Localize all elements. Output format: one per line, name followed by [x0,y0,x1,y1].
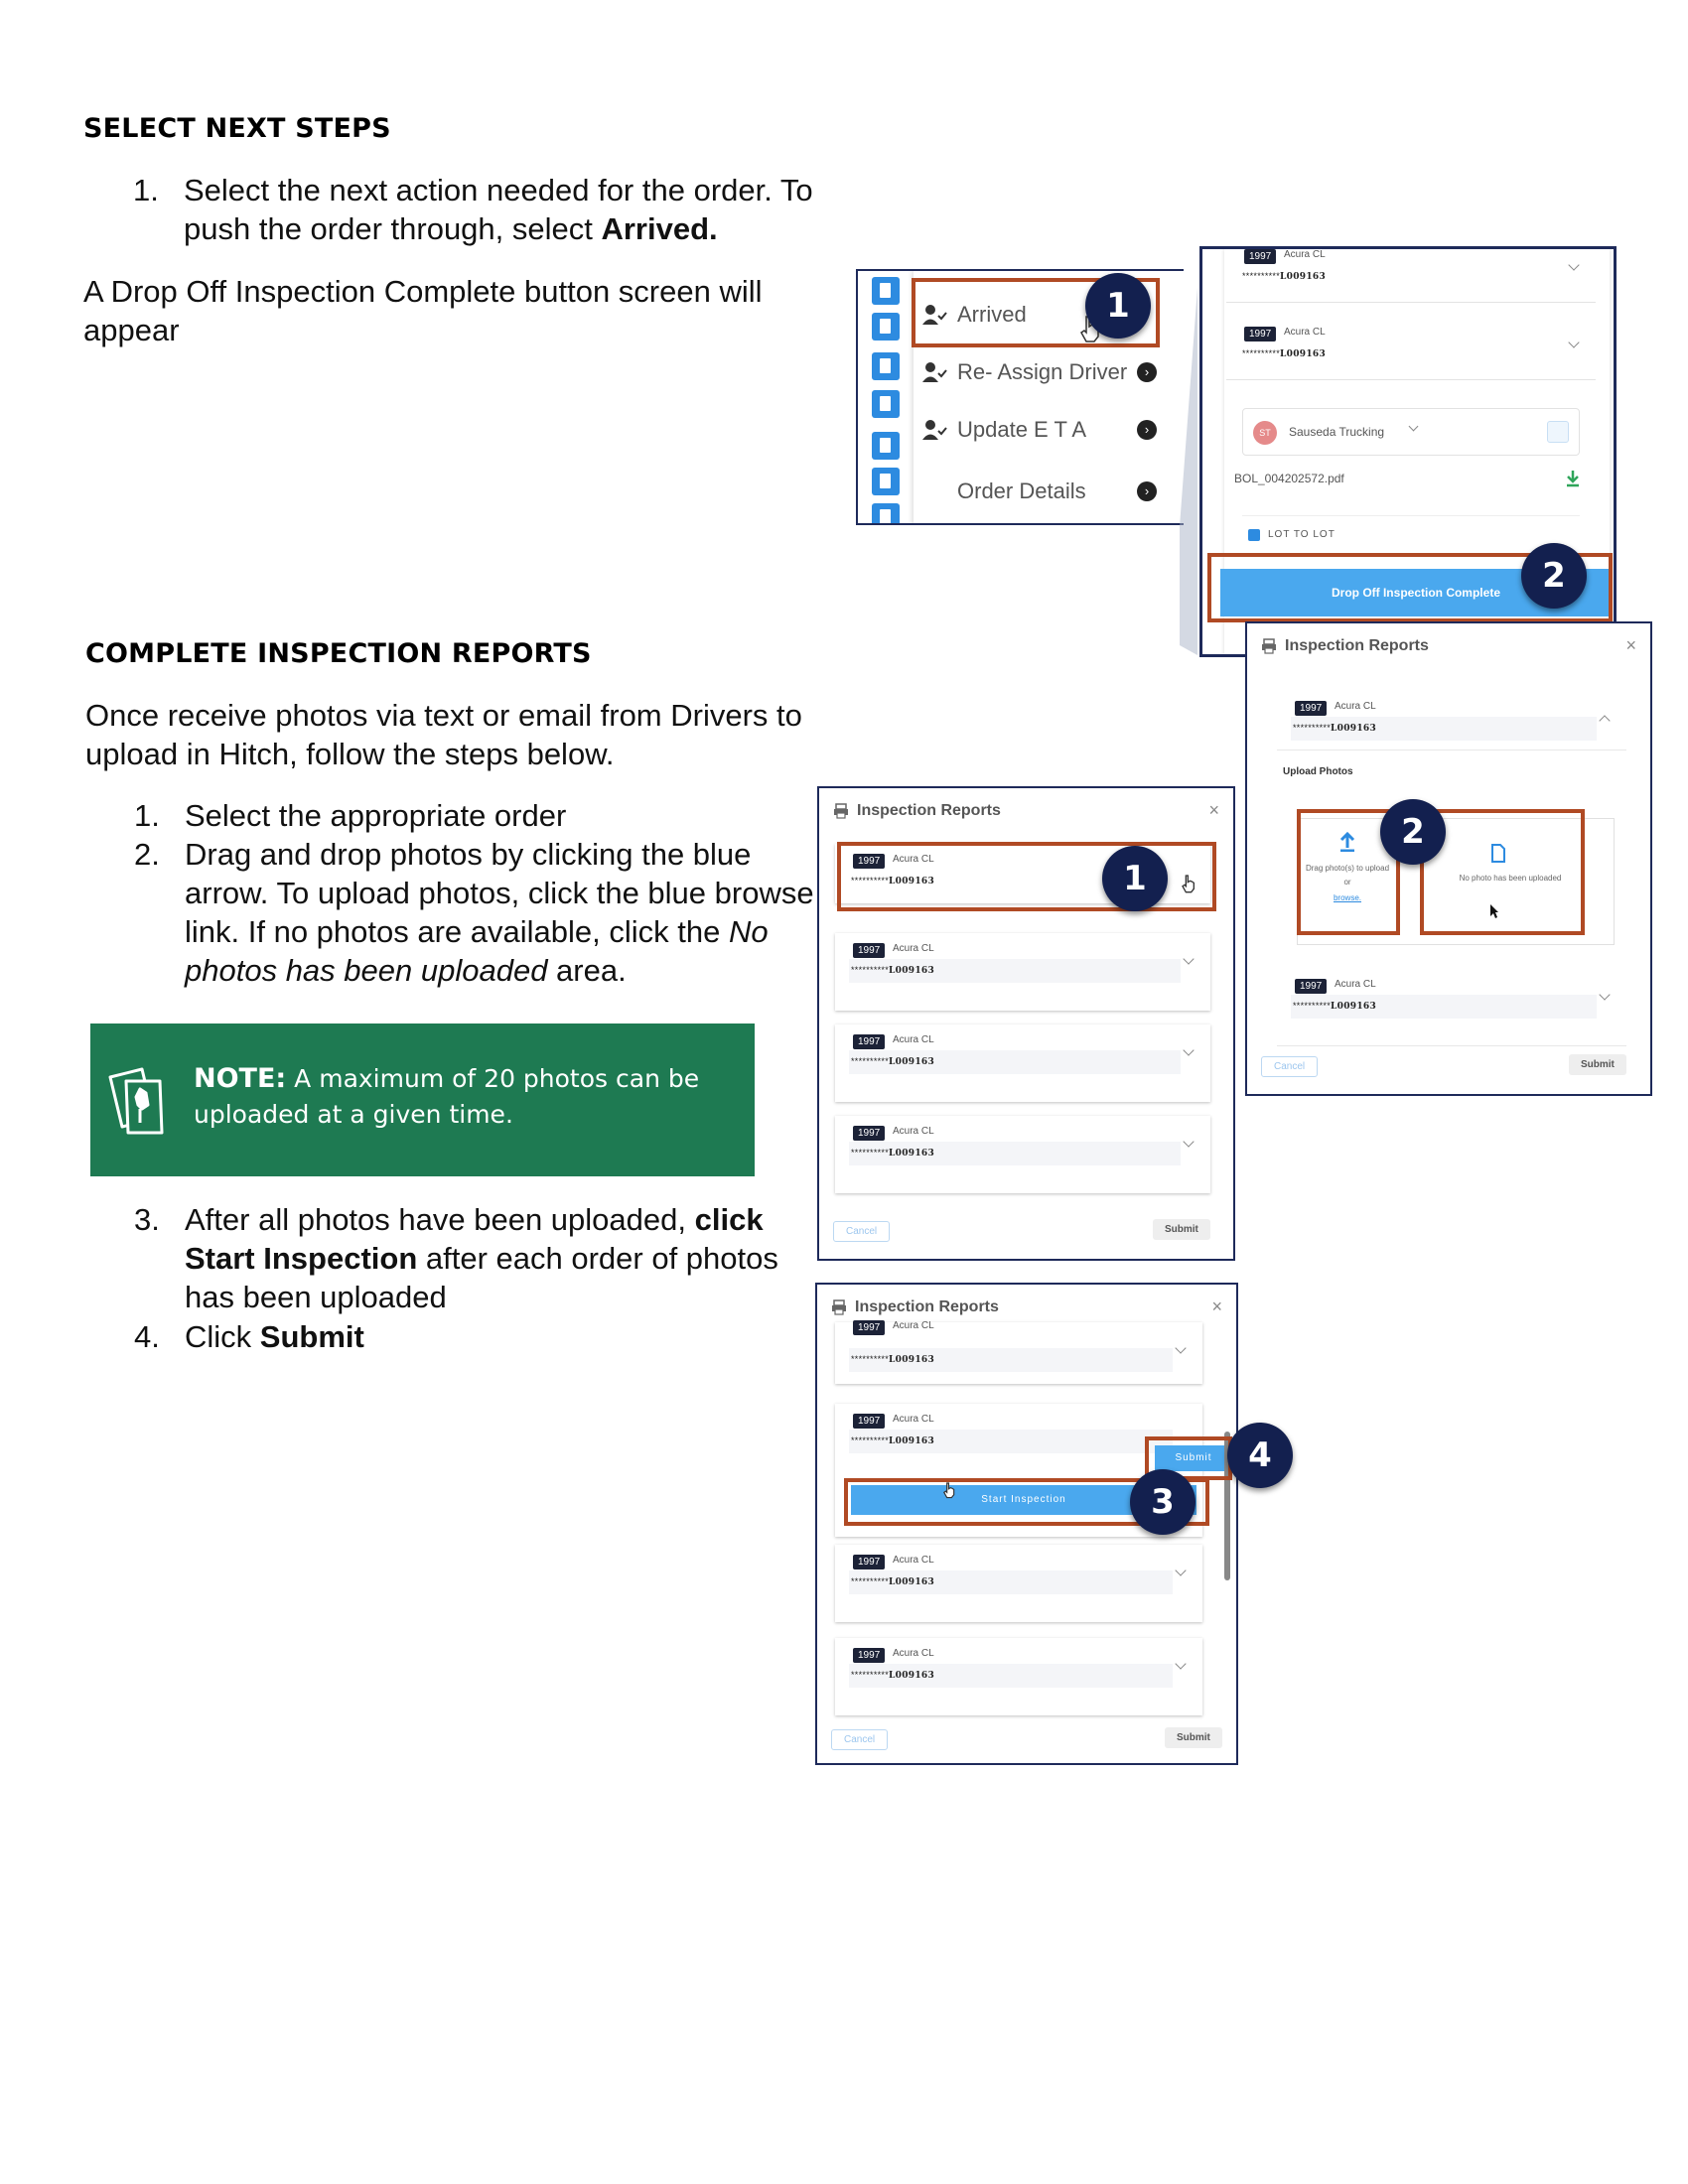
chevron-right-icon: › [1137,362,1157,382]
order-card[interactable] [835,1545,1202,1622]
vin-number: **********L009163 [851,1435,935,1446]
document-icon [872,277,900,305]
year-badge: 1997 [853,1320,885,1335]
chevron-down-icon[interactable] [1568,259,1579,270]
menu-item-label: Order Details [957,478,1086,503]
lot-label: LOT TO LOT [1268,529,1336,540]
chevron-down-icon[interactable] [1183,1136,1194,1147]
year-badge: 1997 [853,943,885,958]
user-check-icon [921,419,947,441]
chevron-up-icon[interactable] [1599,715,1610,726]
carrier-avatar: ST [1253,421,1277,445]
document-icon [872,503,900,525]
chevron-right-icon: › [1137,420,1157,440]
chevron-down-icon[interactable] [1599,989,1610,1000]
lot-checkbox[interactable] [1248,529,1260,541]
vehicle-make: Acura CL [893,854,934,865]
list-item [134,796,829,836]
vin-number: **********L009163 [1293,1001,1377,1012]
cancel-button[interactable]: Cancel [833,1221,890,1242]
list-text: Click Submit [185,1319,364,1354]
vin-number: **********L009163 [851,1354,935,1365]
no-photo-area[interactable]: No photo has been uploaded [1459,874,1562,883]
submit-button[interactable]: Submit [1153,1219,1210,1240]
vehicle-make: Acura CL [893,1414,934,1425]
download-icon[interactable] [1565,470,1581,487]
list-text: After all photos have been uploaded, click Start Inspection after each order of photos has been uploaded [185,1202,778,1314]
cancel-button[interactable]: Cancel [1261,1056,1318,1077]
paragraph: A Drop Off Inspection Complete button screen will appear [83,274,763,347]
year-badge: 1997 [853,1648,885,1663]
year-badge: 1997 [853,1555,885,1570]
submit-button[interactable]: Submit [1165,1727,1222,1748]
section-heading-next-steps: SELECT NEXT STEPS [83,113,391,144]
submit-button[interactable]: Submit [1569,1054,1626,1075]
vin-number: **********L009163 [851,1670,935,1681]
list-text: Select the next action needed for the order. To push the order through, select Arrived. [184,173,813,246]
order-card[interactable] [1226,317,1596,380]
note-text: NOTE: A maximum of 20 photos can be uploaded at a given time. [194,1063,700,1129]
carrier-name: Sauseda Trucking [1289,425,1385,439]
close-icon[interactable]: × [1211,1297,1222,1316]
chevron-down-icon[interactable] [1175,1658,1186,1669]
close-icon[interactable]: × [1208,800,1219,820]
copy-icon[interactable] [1547,421,1569,443]
order-card[interactable] [835,933,1210,1011]
drop-off-inspection-complete-button[interactable]: Drop Off Inspection Complete [1220,569,1612,616]
vehicle-make: Acura CL [893,1126,934,1137]
step-badge-4: 4 [1227,1423,1293,1488]
vin-number: **********L009163 [1293,723,1377,734]
browse-link[interactable]: browse. [1333,893,1361,902]
modal-title: Inspection Reports [833,802,1001,820]
list-item [133,171,828,250]
list-item [134,835,829,994]
submit-inspection-button[interactable]: Submit [1155,1445,1232,1471]
section-heading-inspection-reports: COMPLETE INSPECTION REPORTS [85,638,592,669]
vehicle-make: Acura CL [893,1320,934,1331]
vehicle-make: Acura CL [893,1555,934,1566]
year-badge: 1997 [853,1414,885,1429]
document-icon [872,432,900,460]
paragraph: Once receive photos via text or email from Drivers to upload in Hitch, follow the steps below. [85,698,802,771]
vin-number: **********L009163 [851,1576,935,1587]
printer-icon [831,1299,847,1315]
modal-title: Inspection Reports [1261,637,1429,655]
list-item [134,1317,829,1357]
vehicle-make: Acura CL [893,1648,934,1659]
step-badge-1: 1 [1102,846,1168,911]
chevron-right-icon: › [1137,481,1157,501]
vehicle-make: Acura CL [893,1034,934,1045]
menu-item-order-details[interactable] [921,464,1165,519]
order-card[interactable] [835,1116,1210,1193]
order-card[interactable] [835,1638,1202,1715]
year-badge: 1997 [1295,701,1327,716]
note-box [90,1024,755,1176]
list-number: 1. [134,798,160,833]
vin-number: **********L009163 [1242,348,1327,359]
step-badge-2: 2 [1521,543,1587,609]
year-badge: 1997 [1244,249,1276,264]
document-icon [872,313,900,341]
menu-item-label: Arrived [957,302,1027,327]
document-icon [872,352,900,380]
chevron-down-icon[interactable] [1568,337,1579,347]
chevron-down-icon[interactable] [1175,1565,1186,1575]
document-icon [872,468,900,495]
carrier-select[interactable] [1242,408,1580,456]
photos-icon [104,1063,174,1139]
connector-shape [1180,288,1199,655]
step-badge-1: 1 [1085,273,1151,339]
list-text: Drag and drop photos by clicking the blue arrow. To upload photos, click the blue browse link. If no photos are available, click the No photos has been uploaded area. [185,837,814,988]
vin-number: **********L009163 [851,1056,935,1067]
list-number: 2. [134,837,160,872]
vehicle-make: Acura CL [1284,249,1326,260]
menu-item-label: Re- Assign Driver [957,359,1128,384]
order-card[interactable] [1226,246,1596,303]
step-badge-2: 2 [1380,799,1446,865]
menu-item-update-eta[interactable] [921,402,1165,458]
chevron-down-icon[interactable] [1183,1044,1194,1055]
step-badge-3: 3 [1130,1469,1196,1535]
chevron-down-icon[interactable] [1175,1342,1186,1353]
menu-item-label: Update E T A [957,417,1087,442]
vin-number: **********L009163 [851,876,935,887]
year-badge: 1997 [853,854,885,869]
vehicle-make: Acura CL [1335,979,1376,990]
list-number: 3. [134,1202,160,1237]
user-check-icon [921,361,947,383]
chevron-down-icon [1409,422,1419,432]
list-text: Select the appropriate order [185,798,567,833]
order-card[interactable] [1277,691,1626,751]
year-badge: 1997 [1295,979,1327,994]
modal-title: Inspection Reports [831,1298,999,1316]
order-card[interactable] [835,1024,1210,1102]
upload-photos-heading: Upload Photos [1283,766,1353,777]
vehicle-make: Acura CL [1335,701,1376,712]
list-number: 1. [133,173,159,207]
year-badge: 1997 [853,1126,885,1141]
menu-item-reassign-driver[interactable] [921,344,1165,400]
drag-drop-text: Drag photo(s) to upload or [1305,864,1390,887]
order-card[interactable] [1277,969,1626,1046]
vin-number: **********L009163 [851,965,935,976]
close-icon[interactable]: × [1625,635,1636,655]
printer-icon [833,803,849,819]
bol-file-name[interactable]: BOL_004202572.pdf [1234,472,1344,485]
cancel-button[interactable]: Cancel [831,1729,888,1750]
vin-number: **********L009163 [851,1148,935,1159]
vin-number: **********L009163 [1242,271,1327,282]
order-card[interactable] [835,1322,1202,1384]
list-number: 4. [134,1319,160,1354]
document-icon [872,390,900,418]
start-inspection-button[interactable]: Start Inspection [851,1485,1196,1515]
chevron-down-icon[interactable] [1183,953,1194,964]
year-badge: 1997 [853,1034,885,1049]
vehicle-make: Acura CL [1284,327,1326,338]
printer-icon [1261,638,1277,654]
year-badge: 1997 [1244,327,1276,341]
list-item [134,1200,829,1319]
vehicle-make: Acura CL [893,943,934,954]
